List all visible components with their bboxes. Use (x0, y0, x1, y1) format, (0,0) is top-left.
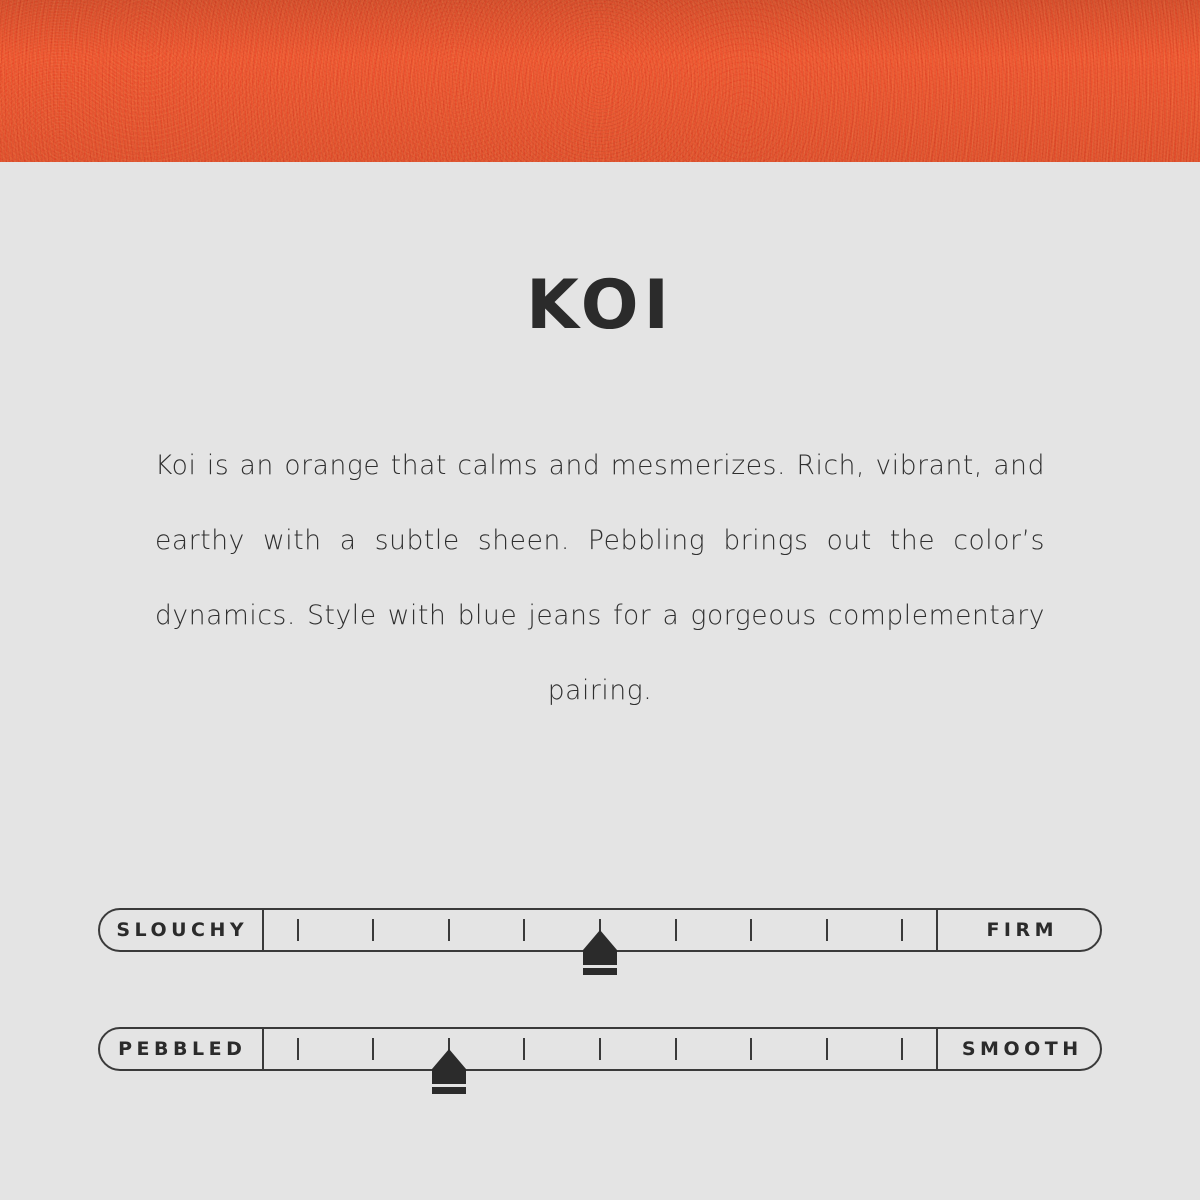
slider-thumb-body (432, 1069, 466, 1084)
slider-texture[interactable] (98, 1027, 1102, 1071)
slider-tick (297, 919, 299, 941)
slider-tick (901, 1038, 903, 1060)
leather-swatch-band (0, 0, 1200, 162)
slider-thumb[interactable] (583, 930, 617, 978)
color-description: Koi is an orange that calms and mesmerizes. Rich, vibrant, and earthy with a subtle sheen. Pebbling brings out the color’s dynamics. Style with blue jeans for a gorgeous complementary pairing. (155, 450, 1045, 706)
slider-thumb[interactable] (432, 1049, 466, 1097)
slider-tick (523, 1038, 525, 1060)
slider-tick (297, 1038, 299, 1060)
slider-left-label: PEBBLED (98, 1027, 264, 1071)
slider-thumb-foot (432, 1087, 466, 1094)
slider-structure[interactable] (98, 908, 1102, 952)
slider-thumb-body (583, 950, 617, 965)
slider-left-label: SLOUCHY (98, 908, 264, 952)
slider-right-label: FIRM (936, 908, 1102, 952)
slider-tick (448, 919, 450, 941)
slider-tick (599, 1038, 601, 1060)
slider-tick (523, 919, 525, 941)
slider-tick (372, 919, 374, 941)
slider-ticks (264, 1027, 936, 1071)
slider-tick (826, 1038, 828, 1060)
slider-tick (675, 1038, 677, 1060)
slider-tick (675, 919, 677, 941)
slider-tick (826, 919, 828, 941)
slider-tick (750, 1038, 752, 1060)
page-title: KOI (526, 266, 674, 345)
slider-tick (372, 1038, 374, 1060)
slider-thumb-foot (583, 968, 617, 975)
slider-tick (750, 919, 752, 941)
slider-ticks (264, 908, 936, 952)
leather-shading-overlay (0, 0, 1200, 162)
slider-right-label: SMOOTH (936, 1027, 1102, 1071)
slider-thumb-head (432, 1049, 466, 1069)
slider-tick (901, 919, 903, 941)
slider-thumb-head (583, 930, 617, 950)
